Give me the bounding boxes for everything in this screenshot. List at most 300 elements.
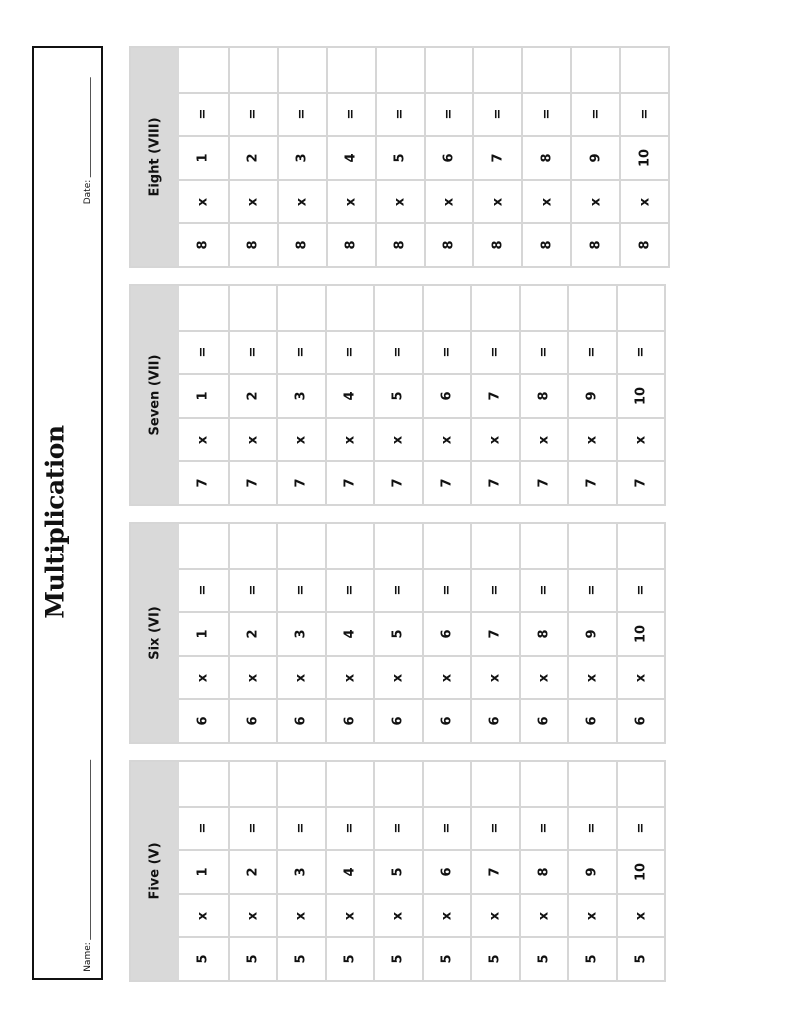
equals-cell	[519, 806, 568, 850]
equals-sign: =	[487, 822, 503, 834]
factor-cell	[519, 460, 568, 504]
operator-cell	[373, 655, 422, 699]
multiplier-value: 9	[584, 867, 600, 877]
operator-cell	[276, 417, 325, 461]
multiplier-cell	[470, 373, 519, 417]
answer-box[interactable]	[325, 286, 374, 330]
operator-cell	[326, 179, 375, 223]
equals-sign: =	[439, 584, 455, 596]
factor-value: 8	[195, 240, 211, 250]
factor-value: 7	[536, 478, 552, 488]
multiplier-value: 7	[487, 867, 503, 877]
table-label: Six (VI)	[147, 606, 163, 660]
multiplier-cell	[470, 849, 519, 893]
table-7	[129, 284, 666, 506]
answer-box[interactable]	[228, 524, 277, 568]
multiplier-value: 6	[439, 629, 455, 639]
times-sign: x	[245, 673, 261, 682]
equals-sign: =	[195, 822, 211, 834]
equals-sign: =	[536, 584, 552, 596]
table-header	[131, 762, 179, 980]
factor-value: 6	[293, 716, 309, 726]
factor-cell	[424, 222, 473, 266]
name-field[interactable]	[83, 760, 93, 972]
factor-cell	[470, 698, 519, 742]
answer-box[interactable]	[567, 762, 616, 806]
equals-cell	[472, 92, 521, 136]
answer-box[interactable]	[616, 286, 665, 330]
factor-value: 6	[439, 716, 455, 726]
multiplier-cell	[422, 849, 471, 893]
answer-box[interactable]	[179, 286, 228, 330]
factor-cell	[179, 460, 228, 504]
answer-box[interactable]	[228, 286, 277, 330]
times-sign: x	[245, 435, 261, 444]
factor-cell	[179, 698, 228, 742]
answer-box[interactable]	[373, 524, 422, 568]
multiplier-value: 5	[390, 629, 406, 639]
equals-cell	[276, 330, 325, 374]
table-label: Five (V)	[147, 842, 163, 900]
equals-sign: =	[343, 108, 359, 120]
times-sign: x	[392, 197, 408, 206]
multiplier-cell	[616, 373, 665, 417]
date-line[interactable]	[90, 78, 91, 178]
table-6	[129, 522, 666, 744]
multiplier-cell	[567, 373, 616, 417]
equals-cell	[228, 330, 277, 374]
factor-cell	[567, 460, 616, 504]
equals-sign: =	[195, 584, 211, 596]
factor-cell	[470, 460, 519, 504]
equals-sign: =	[536, 346, 552, 358]
answer-box[interactable]	[228, 762, 277, 806]
equals-sign: =	[584, 584, 600, 596]
factor-value: 8	[343, 240, 359, 250]
multiplier-cell	[276, 849, 325, 893]
multiplier-value: 9	[584, 629, 600, 639]
equals-cell	[424, 92, 473, 136]
multiplier-value: 2	[245, 153, 261, 163]
operator-cell	[470, 417, 519, 461]
times-sign: x	[536, 673, 552, 682]
answer-box[interactable]	[228, 48, 277, 92]
times-sign: x	[390, 673, 406, 682]
answer-box[interactable]	[470, 286, 519, 330]
times-sign: x	[633, 911, 649, 920]
multiplier-cell	[325, 849, 374, 893]
multiplier-cell	[375, 135, 424, 179]
answer-box[interactable]	[325, 524, 374, 568]
multiplier-value: 5	[392, 153, 408, 163]
multiplier-value: 8	[536, 391, 552, 401]
answer-box[interactable]	[277, 48, 326, 92]
equals-cell	[567, 568, 616, 612]
factor-cell	[179, 222, 228, 266]
operator-cell	[277, 179, 326, 223]
multiplier-value: 9	[588, 153, 604, 163]
operator-cell	[519, 893, 568, 937]
date-field[interactable]	[83, 78, 93, 205]
equals-cell	[373, 806, 422, 850]
table-header	[131, 48, 179, 266]
factor-cell	[276, 460, 325, 504]
factor-cell	[276, 936, 325, 980]
times-sign: x	[390, 435, 406, 444]
factor-cell	[470, 936, 519, 980]
multiplier-value: 4	[342, 391, 358, 401]
equals-cell	[228, 92, 277, 136]
times-sign: x	[245, 911, 261, 920]
operator-cell	[567, 417, 616, 461]
equals-sign: =	[487, 584, 503, 596]
multiplier-value: 8	[539, 153, 555, 163]
factor-value: 8	[245, 240, 261, 250]
equals-sign: =	[588, 108, 604, 120]
factor-value: 7	[245, 478, 261, 488]
multiplier-value: 2	[245, 629, 261, 639]
factor-value: 8	[392, 240, 408, 250]
operator-cell	[616, 655, 665, 699]
equals-sign: =	[390, 346, 406, 358]
table-label: Eight (VIII)	[147, 117, 163, 197]
factor-cell	[326, 222, 375, 266]
factor-value: 8	[294, 240, 310, 250]
multiplier-value: 1	[195, 867, 211, 877]
times-sign: x	[490, 197, 506, 206]
multiplier-cell	[521, 135, 570, 179]
times-sign: x	[294, 197, 310, 206]
times-sign: x	[584, 673, 600, 682]
factor-value: 7	[487, 478, 503, 488]
multiplier-cell	[616, 849, 665, 893]
operator-cell	[373, 417, 422, 461]
multiplier-value: 3	[293, 391, 309, 401]
operator-cell	[422, 417, 471, 461]
operator-cell	[373, 893, 422, 937]
equals-cell	[277, 92, 326, 136]
multiplier-cell	[228, 611, 277, 655]
factor-cell	[570, 222, 619, 266]
table-5	[129, 760, 666, 982]
multiplier-value: 10	[633, 624, 649, 644]
equals-sign: =	[584, 822, 600, 834]
equals-cell	[616, 806, 665, 850]
operator-cell	[567, 893, 616, 937]
operator-cell	[567, 655, 616, 699]
answer-box[interactable]	[519, 286, 568, 330]
equals-sign: =	[392, 108, 408, 120]
factor-value: 5	[342, 954, 358, 964]
answer-box[interactable]	[616, 524, 665, 568]
factor-value: 7	[633, 478, 649, 488]
factor-value: 5	[245, 954, 261, 964]
times-sign: x	[195, 911, 211, 920]
answer-box[interactable]	[375, 48, 424, 92]
equals-cell	[470, 568, 519, 612]
answer-box[interactable]	[373, 286, 422, 330]
times-sign: x	[536, 435, 552, 444]
operator-cell	[325, 655, 374, 699]
factor-value: 5	[584, 954, 600, 964]
factor-value: 6	[584, 716, 600, 726]
operator-cell	[228, 179, 277, 223]
equals-sign: =	[633, 584, 649, 596]
operator-cell	[422, 655, 471, 699]
factor-cell	[373, 936, 422, 980]
equals-cell	[470, 806, 519, 850]
times-sign: x	[487, 911, 503, 920]
equals-cell	[228, 568, 277, 612]
factor-cell	[616, 936, 665, 980]
times-sign: x	[245, 197, 261, 206]
answer-box[interactable]	[519, 762, 568, 806]
equals-cell	[422, 330, 471, 374]
answer-box[interactable]	[276, 286, 325, 330]
answer-box[interactable]	[470, 762, 519, 806]
multiplier-cell	[470, 611, 519, 655]
operator-cell	[228, 655, 277, 699]
answer-box[interactable]	[472, 48, 521, 92]
equals-sign: =	[633, 346, 649, 358]
factor-cell	[179, 936, 228, 980]
equals-cell	[325, 806, 374, 850]
multiplier-cell	[422, 611, 471, 655]
answer-box[interactable]	[326, 48, 375, 92]
times-sign: x	[390, 911, 406, 920]
factor-value: 5	[195, 954, 211, 964]
times-sign: x	[342, 435, 358, 444]
equation-grid	[179, 524, 664, 742]
operator-cell	[179, 179, 228, 223]
times-sign: x	[633, 673, 649, 682]
multiplier-value: 1	[195, 629, 211, 639]
date-label: Date:	[83, 179, 93, 205]
times-sign: x	[439, 911, 455, 920]
answer-box[interactable]	[521, 48, 570, 92]
answer-box[interactable]	[567, 524, 616, 568]
name-line[interactable]	[90, 760, 91, 940]
equals-sign: =	[342, 346, 358, 358]
times-sign: x	[539, 197, 555, 206]
operator-cell	[616, 417, 665, 461]
equals-sign: =	[245, 822, 261, 834]
answer-box[interactable]	[470, 524, 519, 568]
times-sign: x	[439, 435, 455, 444]
multiplier-value: 4	[342, 867, 358, 877]
multiplier-cell	[519, 849, 568, 893]
answer-box[interactable]	[179, 524, 228, 568]
factor-value: 5	[487, 954, 503, 964]
factor-value: 5	[390, 954, 406, 964]
factor-value: 7	[195, 478, 211, 488]
times-sign: x	[195, 673, 211, 682]
factor-value: 6	[536, 716, 552, 726]
factor-cell	[276, 698, 325, 742]
answer-box[interactable]	[179, 48, 228, 92]
factor-cell	[228, 698, 277, 742]
factor-cell	[616, 698, 665, 742]
factor-value: 5	[439, 954, 455, 964]
operator-cell	[424, 179, 473, 223]
factor-value: 5	[536, 954, 552, 964]
times-sign: x	[195, 197, 211, 206]
factor-value: 8	[490, 240, 506, 250]
times-sign: x	[293, 911, 309, 920]
times-sign: x	[342, 673, 358, 682]
multiplier-cell	[570, 135, 619, 179]
factor-cell	[375, 222, 424, 266]
multiplier-cell	[619, 135, 668, 179]
equals-cell	[567, 330, 616, 374]
equals-sign: =	[342, 822, 358, 834]
answer-box[interactable]	[570, 48, 619, 92]
equals-cell	[567, 806, 616, 850]
operator-cell	[422, 893, 471, 937]
answer-box[interactable]	[276, 524, 325, 568]
operator-cell	[470, 893, 519, 937]
equals-cell	[616, 330, 665, 374]
factor-value: 8	[637, 240, 653, 250]
equals-cell	[519, 568, 568, 612]
factor-value: 6	[245, 716, 261, 726]
times-sign: x	[343, 197, 359, 206]
factor-value: 7	[390, 478, 406, 488]
name-label: Name:	[83, 942, 93, 972]
multiplier-value: 3	[293, 867, 309, 877]
equals-sign: =	[195, 108, 211, 120]
multiplier-cell	[179, 611, 228, 655]
multiplier-value: 10	[637, 148, 653, 168]
factor-value: 6	[195, 716, 211, 726]
equals-cell	[521, 92, 570, 136]
operator-cell	[276, 655, 325, 699]
factor-cell	[373, 698, 422, 742]
multiplier-cell	[616, 611, 665, 655]
multiplier-value: 4	[342, 629, 358, 639]
equals-cell	[179, 568, 228, 612]
equals-cell	[422, 568, 471, 612]
multiplier-cell	[519, 611, 568, 655]
answer-box[interactable]	[325, 762, 374, 806]
answer-box[interactable]	[619, 48, 668, 92]
times-sign: x	[487, 673, 503, 682]
multiplier-value: 8	[536, 867, 552, 877]
multiplier-value: 3	[294, 153, 310, 163]
answer-box[interactable]	[424, 48, 473, 92]
operator-cell	[325, 893, 374, 937]
times-sign: x	[342, 911, 358, 920]
factor-value: 5	[633, 954, 649, 964]
answer-box[interactable]	[519, 524, 568, 568]
equals-sign: =	[293, 822, 309, 834]
times-sign: x	[439, 673, 455, 682]
answer-box[interactable]	[616, 762, 665, 806]
answer-box[interactable]	[567, 286, 616, 330]
multiplier-cell	[276, 611, 325, 655]
factor-value: 7	[584, 478, 600, 488]
answer-box[interactable]	[422, 286, 471, 330]
factor-cell	[619, 222, 668, 266]
table-header	[131, 524, 179, 742]
equals-sign: =	[439, 346, 455, 358]
answer-box[interactable]	[422, 762, 471, 806]
factor-cell	[616, 460, 665, 504]
equals-sign: =	[293, 346, 309, 358]
operator-cell	[616, 893, 665, 937]
multiplier-value: 2	[245, 391, 261, 401]
answer-box[interactable]	[179, 762, 228, 806]
factor-value: 8	[539, 240, 555, 250]
factor-cell	[472, 222, 521, 266]
times-sign: x	[637, 197, 653, 206]
equals-cell	[375, 92, 424, 136]
answer-box[interactable]	[276, 762, 325, 806]
multiplier-cell	[228, 849, 277, 893]
factor-cell	[567, 698, 616, 742]
equals-sign: =	[293, 584, 309, 596]
operator-cell	[519, 655, 568, 699]
factor-cell	[277, 222, 326, 266]
factor-value: 6	[633, 716, 649, 726]
equation-grid	[179, 286, 664, 504]
equals-cell	[325, 330, 374, 374]
equals-cell	[373, 568, 422, 612]
factor-value: 5	[293, 954, 309, 964]
multiplier-cell	[326, 135, 375, 179]
multiplier-cell	[472, 135, 521, 179]
multiplier-value: 7	[490, 153, 506, 163]
factor-cell	[567, 936, 616, 980]
operator-cell	[470, 655, 519, 699]
factor-cell	[519, 698, 568, 742]
factor-value: 6	[342, 716, 358, 726]
multiplier-cell	[179, 849, 228, 893]
equals-cell	[179, 92, 228, 136]
multiplier-cell	[228, 135, 277, 179]
multiplier-value: 5	[390, 867, 406, 877]
multiplier-cell	[373, 849, 422, 893]
multiplier-value: 1	[195, 153, 211, 163]
equals-sign: =	[536, 822, 552, 834]
equals-sign: =	[195, 346, 211, 358]
times-sign: x	[487, 435, 503, 444]
factor-value: 7	[439, 478, 455, 488]
equals-sign: =	[439, 822, 455, 834]
equals-cell	[179, 806, 228, 850]
answer-box[interactable]	[373, 762, 422, 806]
equals-sign: =	[441, 108, 457, 120]
multiplier-cell	[179, 373, 228, 417]
equals-sign: =	[390, 584, 406, 596]
times-sign: x	[293, 673, 309, 682]
times-sign: x	[293, 435, 309, 444]
operator-cell	[179, 893, 228, 937]
times-sign: x	[588, 197, 604, 206]
multiplier-value: 10	[633, 862, 649, 882]
factor-cell	[325, 698, 374, 742]
equals-sign: =	[487, 346, 503, 358]
equals-cell	[325, 568, 374, 612]
equals-sign: =	[342, 584, 358, 596]
answer-box[interactable]	[422, 524, 471, 568]
times-sign: x	[195, 435, 211, 444]
times-sign: x	[584, 435, 600, 444]
factor-cell	[422, 936, 471, 980]
times-sign: x	[584, 911, 600, 920]
multiplier-value: 6	[441, 153, 457, 163]
operator-cell	[228, 893, 277, 937]
